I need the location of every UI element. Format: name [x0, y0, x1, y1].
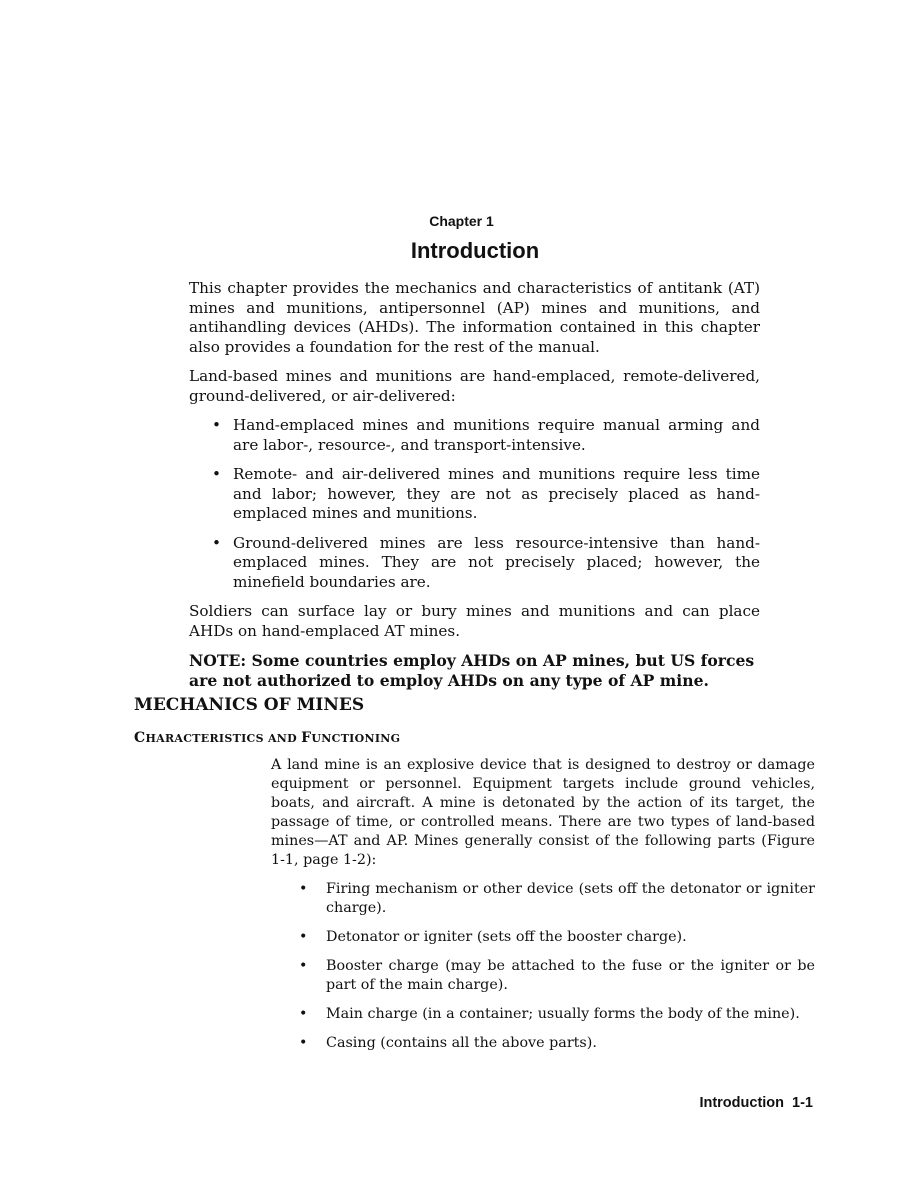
chapter-title: Introduction	[410, 238, 540, 263]
list-item: • Detonator or igniter (sets off the booster charge).	[271, 928, 815, 947]
subheading-initial: F	[301, 730, 312, 746]
list-item: • Ground-delivered mines are less resource-intensive than hand-emplaced mines. They are not precisely placed; however, the minefield boundaries are.	[189, 534, 760, 593]
subheading-text: HARACTERISTICS AND	[145, 732, 302, 745]
delivery-methods-list	[189, 416, 760, 592]
intro-paragraph-1: This chapter provides the mechanics and characteristics of antitank (AT) mines and munitions, antipersonnel (AP) mines and munitions, and antihandling devices (AHDs). The information contained in this chapter also provides a foundation for the rest of the manual.	[189, 279, 760, 356]
section-heading: MECHANICS OF MINES	[134, 695, 365, 715]
subsection-heading	[134, 730, 400, 746]
mine-parts-list	[271, 880, 815, 1053]
chapter-label: Chapter 1	[429, 213, 494, 229]
page-number: 1-1	[792, 1095, 813, 1111]
list-item: • Firing mechanism or other device (sets off the detonator or igniter charge).	[271, 880, 815, 918]
intro-paragraph-2: Land-based mines and munitions are hand-emplaced, remote-delivered, ground-delivered, or air-delivered:	[189, 367, 760, 405]
list-item: • Booster charge (may be attached to the fuse or the igniter or be part of the main charge).	[271, 957, 815, 995]
footer-label: Introduction	[699, 1095, 785, 1111]
subheading-initial: C	[134, 730, 146, 746]
mechanics-paragraph: A land mine is an explosive device that is designed to destroy or damage equipment or personnel. Equipment targets include ground vehicles, boats, and aircraft. A mine is detonated by the action of its target, the passage of time, or controlled means. There are two types of land-based mines—AT and AP. Mines generally consist of the following parts (Figure 1-1, page 1-2):	[271, 757, 815, 868]
list-item: • Main charge (in a container; usually forms the body of the mine).	[271, 1005, 815, 1024]
list-item: • Remote- and air-delivered mines and munitions require less time and labor; however, they are not as precisely placed as hand-emplaced mines and munitions.	[189, 465, 760, 524]
mechanics-section	[271, 756, 815, 1063]
intro-section	[189, 279, 760, 701]
note-text: NOTE: Some countries employ AHDs on AP mines, but US forces are not authorized to employ AHDs on any type of AP mine.	[189, 651, 755, 690]
subheading-text: UNCTIONING	[311, 732, 401, 745]
page-footer	[699, 1095, 813, 1111]
intro-paragraph-3: Soldiers can surface lay or bury mines and munitions and can place AHDs on hand-emplaced AT mines.	[189, 602, 760, 640]
list-item: • Hand-emplaced mines and munitions require manual arming and are labor-, resource-, and transport-intensive.	[189, 416, 760, 455]
list-item: • Casing (contains all the above parts).	[271, 1034, 815, 1053]
